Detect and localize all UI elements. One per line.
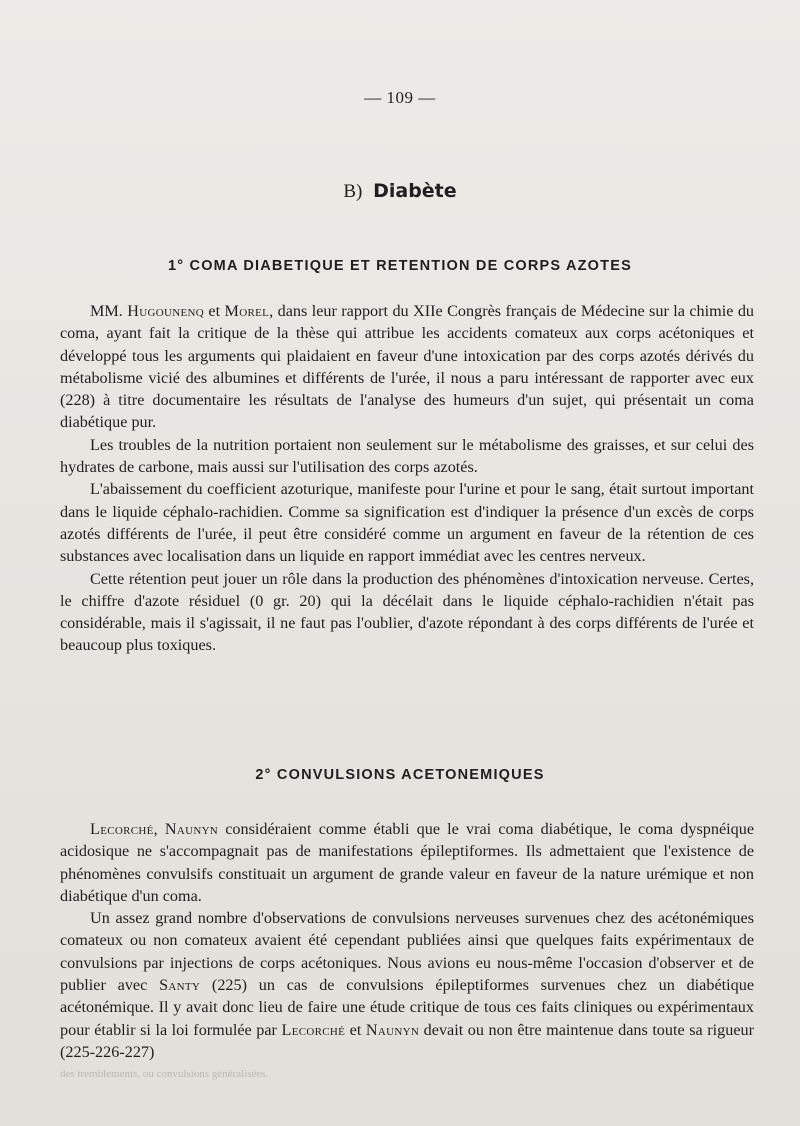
author-name: Santy xyxy=(159,976,201,995)
text-run: considéraient comme établi que le vrai coma diabétique, le coma dyspnéique acidosique ne s'accompagnait pas de manifestations épileptiformes. Ils admettaient que l'existence de phénomènes convulsifs constituait un argument de grande valeur en faveur de la nature urémique et non diabétique d'un coma. xyxy=(60,820,755,905)
author-name: Lecorché xyxy=(90,820,154,838)
text-run: devait ou non être maintenue dans toute sa rigueur (225-226-227) xyxy=(60,1020,754,1061)
paragraph xyxy=(60,907,754,1063)
subheading-coma: 1° COMA DIABETIQUE ET RETENTION DE CORPS AZOTES xyxy=(168,258,632,274)
text-run: , dans leur rapport du XIIe Congrès français de Médecine sur la chimie du coma, ayant fait la critique de la thèse qui attribue les accidents comateux aux corps acétoniques et développé tous les arguments qui plaidaient en faveur d'une intoxication par des corps azotés dérivés du métabolisme vicié des albumines et différents de l'urée, il nous a paru intéressant de rapporter avec eux (228) à titre documentaire les résultats de l'analyse des humeurs d'un sujet, qui présentait un coma diabétique pur. xyxy=(60,302,755,432)
text-run: (225) un cas de convulsions épileptiformes survenues chez un diabétique acétonémique. Il y avait donc lieu de faire une étude critique de tous ces faits cliniques ou expérimentaux pour établir si la loi formulée par xyxy=(60,976,755,1039)
page-number: — 109 — xyxy=(364,88,436,107)
section-label: B) xyxy=(343,181,363,202)
paragraph: L'abaissement du coefficient azoturique, manifeste pour l'urine et pour le sang, était surtout important dans le liquide céphalo-rachidien. Comme sa signification est d'indiquer la présence d'un excès de corps azotés différents de l'urée, il peut être considéré comme un argument en faveur de la rétention de ces substances avec localisation dans un liquide en rapport immédiat avec les centres nerveux. xyxy=(60,480,754,566)
paragraph xyxy=(60,818,754,907)
text-run: et xyxy=(203,302,225,320)
author-name: Morel xyxy=(224,302,270,320)
section-title xyxy=(0,180,800,203)
author-name: Lecorché xyxy=(281,1020,346,1039)
text-run: et xyxy=(345,1020,366,1039)
body-text-section-1 xyxy=(60,300,754,657)
author-name: Hugounenq xyxy=(127,302,204,320)
section-heading: Diabète xyxy=(373,180,457,202)
subheading-convulsions: 2° CONVULSIONS ACETONEMIQUES xyxy=(255,767,545,783)
paragraph: Cette rétention peut jouer un rôle dans la production des phénomènes d'intoxication nerveuse. Certes, le chiffre d'azote résiduel (0 gr. 20) qui la décélait dans le liquide céphalo-rachidien n'était pas considérable, mais il s'agissait, il ne faut pas l'oublier, d'azote répondant à des corps différents de l'urée et beaucoup plus toxiques. xyxy=(60,569,754,655)
paragraph xyxy=(60,300,754,434)
text-run: MM. xyxy=(90,302,128,320)
text-run: Un assez grand nombre d'observations de convulsions nerveuses survenues chez des acétonémiques comateux ou non comateux avaient été cependant publiées ainsi que quelques faits expérimentaux de convulsions par injections de corps acétoniques. Nous avions eu nous-même l'occasion d'observer et de publier avec xyxy=(60,909,754,995)
paragraph: Les troubles de la nutrition portaient non seulement sur le métabolisme des graisses, et sur celui des hydrates de carbone, mais aussi sur l'utilisation des corps azotés. xyxy=(60,435,754,477)
author-name: Naunyn xyxy=(365,1020,420,1039)
text-run: , xyxy=(153,820,165,838)
author-name: Naunyn xyxy=(164,820,219,838)
body-text-section-2 xyxy=(60,818,754,1063)
bleed-through-text: des tremblements, ou convulsions généralisées. xyxy=(60,1068,269,1080)
